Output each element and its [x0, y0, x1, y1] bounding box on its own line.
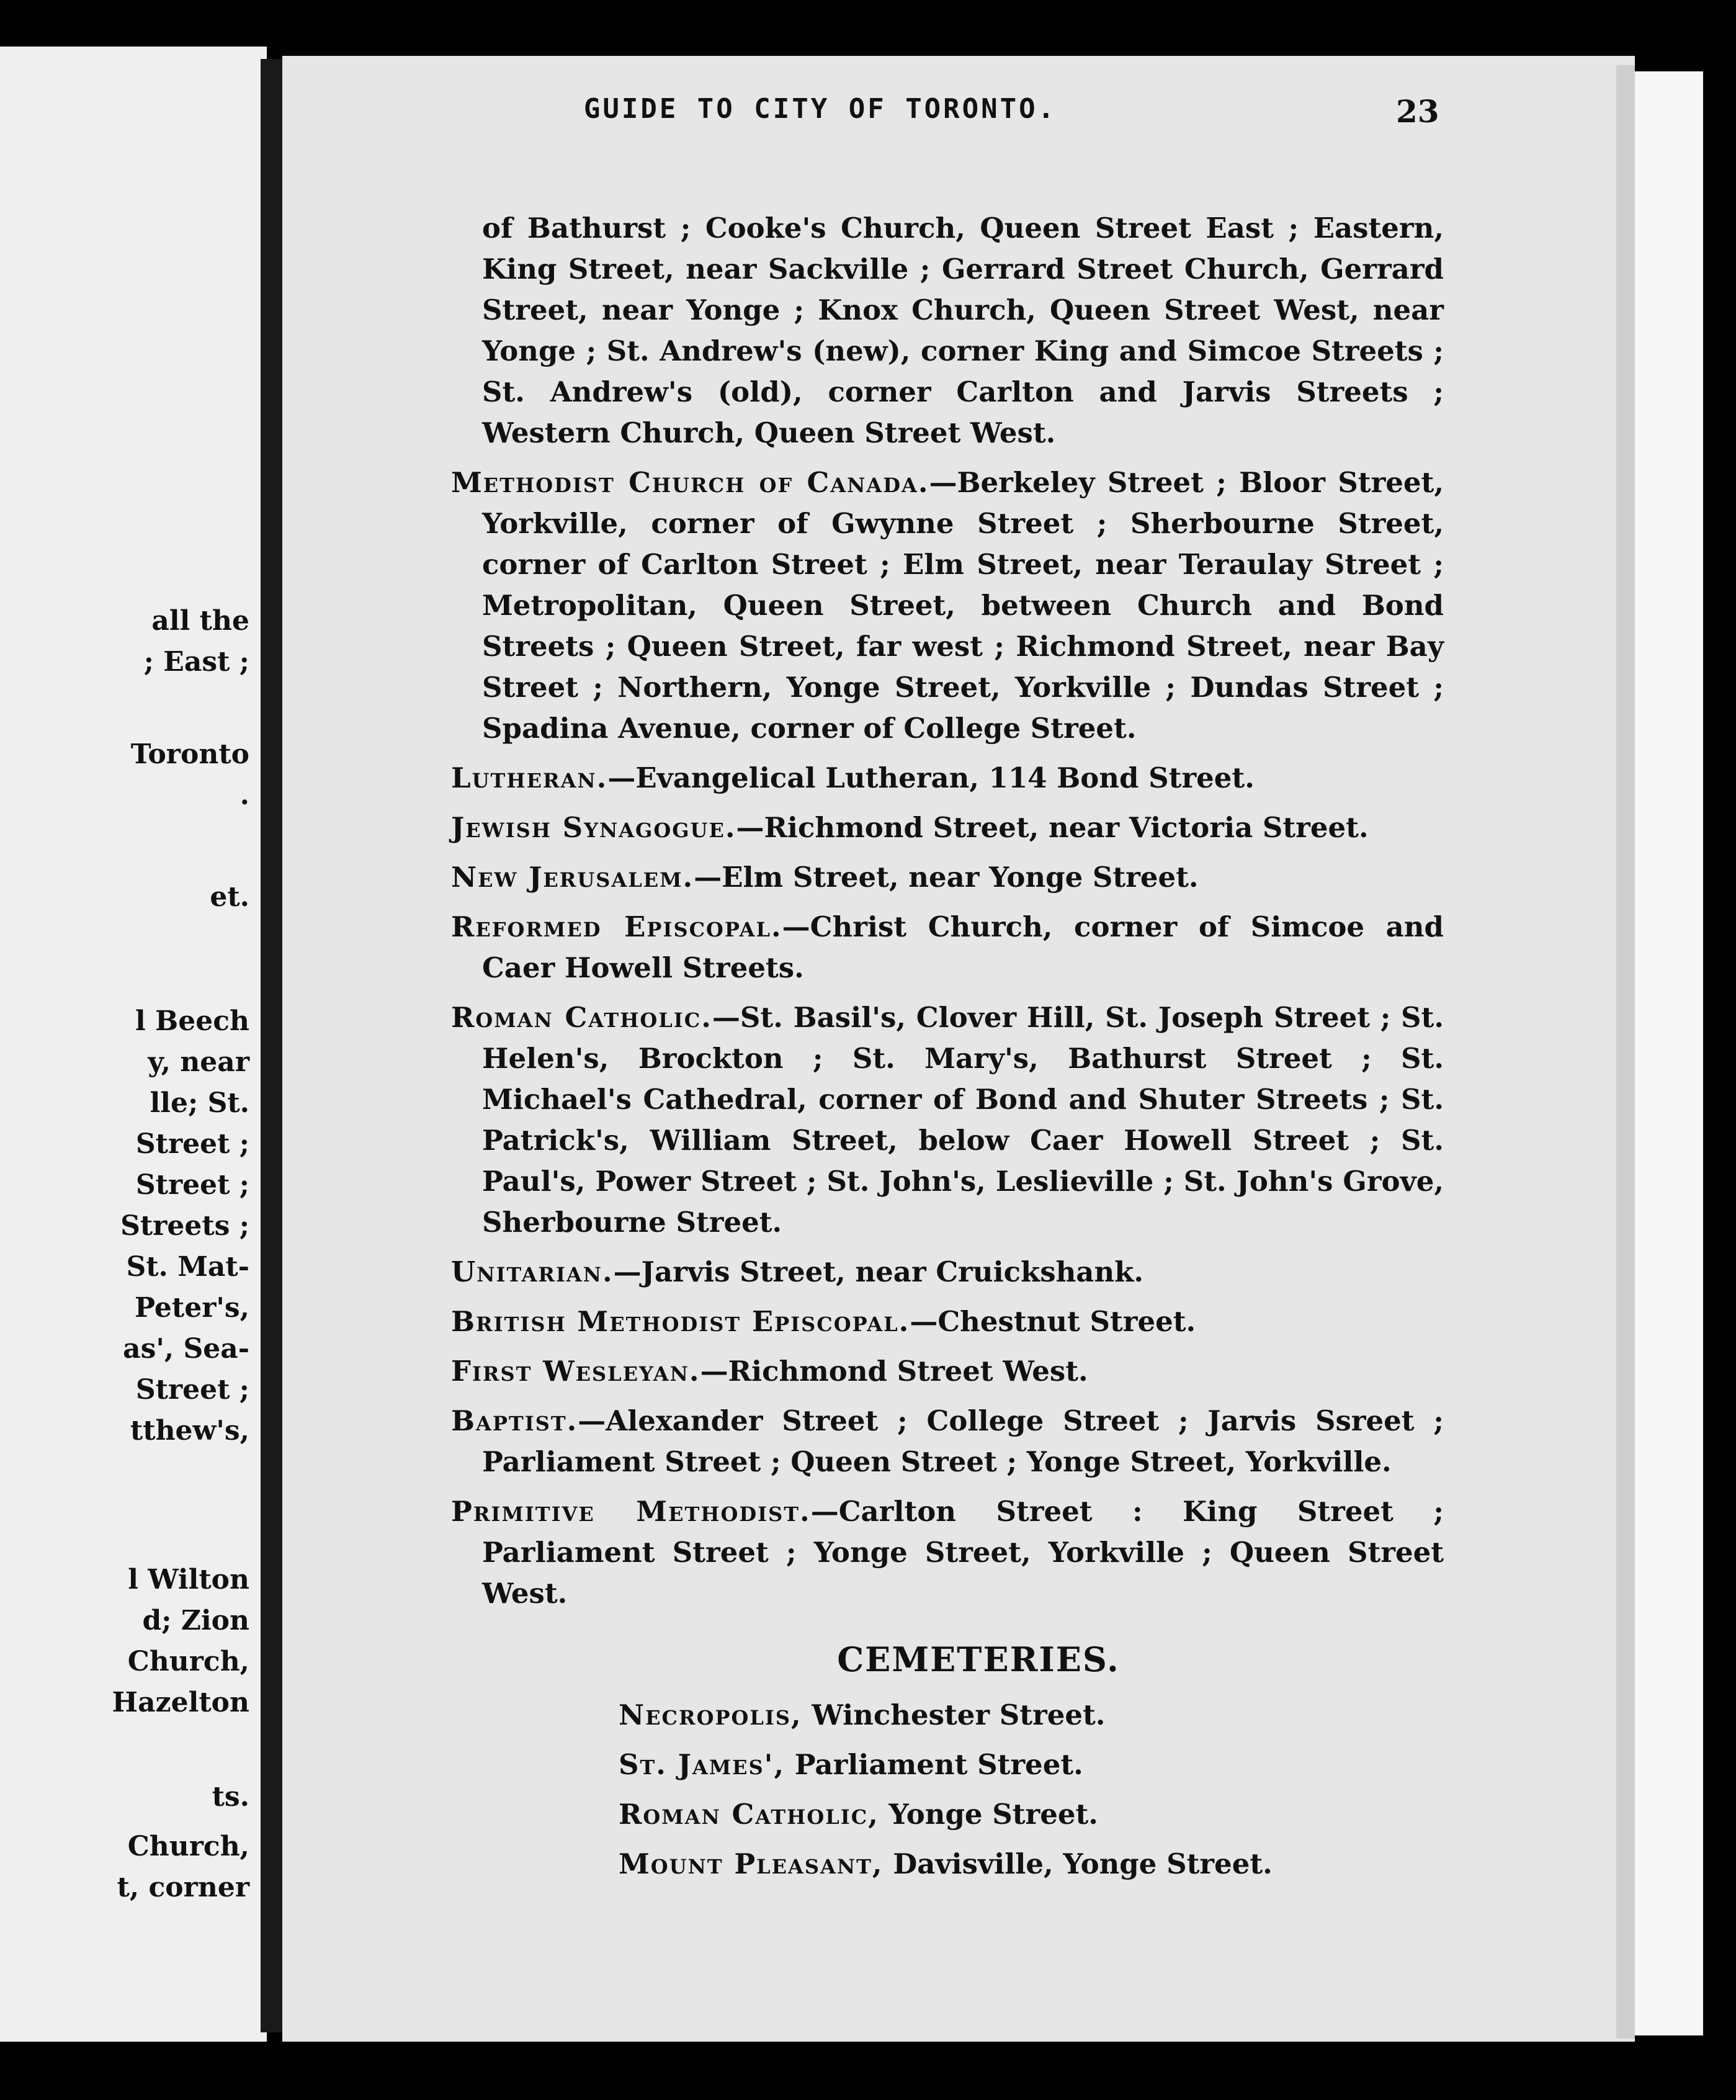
left-page-line: Toronto: [130, 738, 249, 770]
entry-text: —Evangelical Lutheran, 114 Bond Street.: [607, 761, 1255, 794]
left-page-line: t, corner: [117, 1872, 249, 1903]
entry-heading: First Wesleyan.: [451, 1355, 700, 1388]
entry-text: —Christ Church, corner of Simcoe and Caer Howell Streets.: [482, 910, 1444, 984]
left-page-line: Street ;: [135, 1169, 249, 1201]
directory-entry: [451, 1491, 1444, 1614]
cemetery-name: Mount Pleasant,: [619, 1847, 884, 1880]
left-page-line: all the: [151, 605, 249, 637]
cemetery-item: [451, 1744, 1444, 1785]
entry-text: —Richmond Street, near Victoria Street.: [736, 811, 1369, 844]
page-edge-shadow: [1616, 65, 1635, 2039]
directory-entry: [451, 1301, 1444, 1342]
directory-entry: [451, 907, 1444, 989]
cemetery-item: [451, 1844, 1444, 1885]
left-page-line: et.: [210, 881, 249, 913]
directory-entry: [451, 208, 1444, 454]
entry-text: —Alexander Street ; College Street ; Jarvis Ssreet ; Parliament Street ; Queen Street ; Yonge Street, Yorkville.: [482, 1404, 1444, 1478]
entry-text: —Elm Street, near Yonge Street.: [694, 861, 1199, 894]
left-page-line: St. Mat-: [126, 1251, 249, 1283]
cemetery-item: [451, 1695, 1444, 1736]
directory-entry: [451, 807, 1444, 848]
cemetery-location: Parliament Street.: [785, 1748, 1083, 1781]
directory-entry: [451, 857, 1444, 898]
left-page-line: Peter's,: [135, 1292, 249, 1324]
left-page-line: y, near: [148, 1046, 249, 1078]
church-list: [451, 208, 1444, 1614]
entry-heading: New Jerusalem.: [451, 861, 694, 894]
left-page-line: tthew's,: [130, 1415, 249, 1447]
cemetery-name: St. James',: [619, 1748, 785, 1781]
left-page-line: Hazelton: [112, 1687, 249, 1718]
entry-text: —Richmond Street West.: [700, 1355, 1088, 1388]
page-edge: [1635, 71, 1703, 2035]
entry-text: —St. Basil's, Clover Hill, St. Joseph Street ; St. Helen's, Brockton ; St. Mary's, Bathurst Street ; St. Michael's Cathedral, corner of Bond and Shuter Streets ; St. Patrick's, William Street, below Caer Howell Street ; St. Paul's, Power Street ; St. John's, Leslieville ; St. John's Grove, Sherbourne Street.: [482, 1001, 1444, 1239]
left-page-line: l Beech: [135, 1005, 249, 1037]
left-page-line: Church,: [127, 1646, 249, 1677]
left-page-line: Streets ;: [120, 1210, 249, 1242]
left-page-line: .: [239, 779, 249, 811]
left-page-line: Street ;: [135, 1374, 249, 1406]
directory-entry: [451, 997, 1444, 1243]
entry-text: —Jarvis Street, near Cruickshank.: [613, 1255, 1144, 1288]
page-body: [451, 208, 1444, 1893]
entry-heading: Lutheran.: [451, 761, 608, 794]
directory-entry: [451, 758, 1444, 799]
left-page-line: ; East ;: [143, 646, 249, 678]
page-number: 23: [1396, 93, 1439, 130]
cemetery-name: Roman Catholic,: [619, 1798, 879, 1831]
entry-text: of Bathurst ; Cooke's Church, Queen Street East ; Eastern, King Street, near Sackville ; Gerrard Street Church, Gerrard Street, near Yonge ; Knox Church, Queen Street West, near Yonge ; St. Andrew's (new), corner King and Simcoe Streets ; St. Andrew's (old), corner Carlton and Jarvis Streets ; Western Church, Queen Street West.: [482, 212, 1444, 449]
directory-entry: [451, 1401, 1444, 1483]
directory-entry: [451, 462, 1444, 749]
cemetery-item: [451, 1794, 1444, 1835]
directory-entry: [451, 1351, 1444, 1392]
cemetery-location: Davisville, Yonge Street.: [883, 1847, 1273, 1880]
left-page-line: l Wilton: [128, 1564, 249, 1595]
left-page-line: lle; St.: [150, 1087, 249, 1119]
entry-heading: British Methodist Episcopal.: [451, 1305, 910, 1338]
left-page-line: d; Zion: [142, 1605, 249, 1636]
entry-heading: Primitive Methodist.: [451, 1495, 811, 1528]
directory-entry: [451, 1252, 1444, 1293]
section-title-cemeteries: CEMETERIES.: [837, 1640, 1120, 1679]
entry-heading: Methodist Church of Canada.: [451, 466, 929, 499]
running-head: GUIDE TO CITY OF TORONTO.: [583, 93, 1057, 125]
left-page-line: ts.: [212, 1781, 249, 1813]
cemetery-name: Necropolis,: [619, 1698, 802, 1731]
entry-heading: Baptist.: [451, 1404, 578, 1437]
book-gutter: [261, 59, 283, 2032]
left-page-line: Street ;: [135, 1128, 249, 1160]
left-page-line: Church,: [127, 1831, 249, 1862]
entry-heading: Reformed Episcopal.: [451, 910, 782, 943]
cemetery-list: [451, 1695, 1444, 1885]
entry-text: —Berkeley Street ; Bloor Street, Yorkville, corner of Gwynne Street ; Sherbourne Street, corner of Carlton Street ; Elm Street, near Teraulay Street ; Metropolitan, Queen Street, between Church and Bond Streets ; Queen Street, far west ; Richmond Street, near Bay Street ; Northern, Yonge Street, Yorkville ; Dundas Street ; Spadina Avenue, corner of College Street.: [482, 466, 1444, 745]
cemetery-location: Yonge Street.: [879, 1798, 1098, 1831]
entry-heading: Unitarian.: [451, 1255, 614, 1288]
entry-heading: Jewish Synagogue.: [451, 811, 736, 844]
entry-heading: Roman Catholic.: [451, 1001, 712, 1034]
entry-text: —Chestnut Street.: [910, 1305, 1196, 1338]
cemetery-location: Winchester Street.: [802, 1698, 1106, 1731]
entry-text: —Carlton Street : King Street ; Parliament Street ; Yonge Street, Yorkville ; Queen Street West.: [482, 1495, 1444, 1610]
left-facing-page: [0, 47, 267, 2042]
left-page-line: as', Sea-: [123, 1333, 249, 1365]
